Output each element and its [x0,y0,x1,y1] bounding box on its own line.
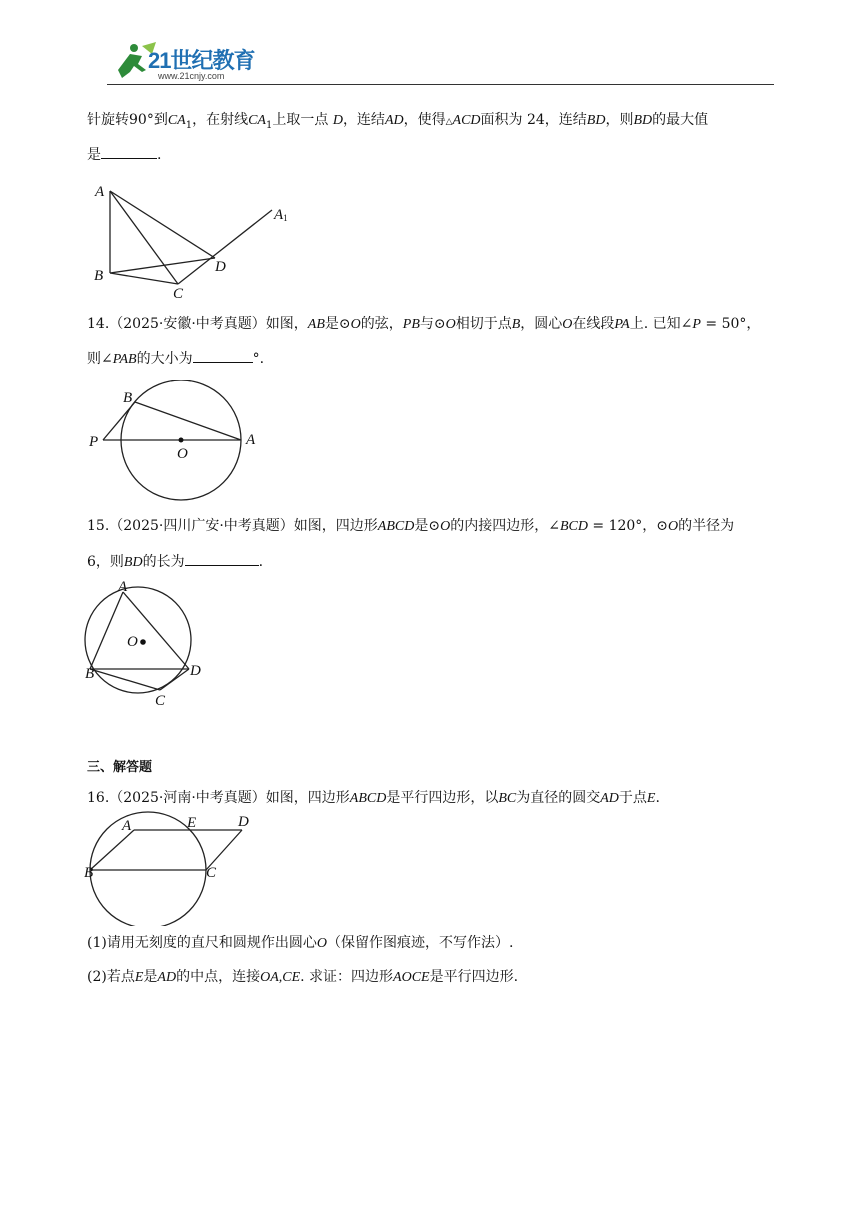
q16-line1: 16.（2025·河南·中考真题）如图，四边形ABCD是平行四边形，以BC为直径的圆交AD于点E. [87,790,660,806]
logo-sub-text: www.21cnjy.com [158,71,225,81]
label-e: E [187,815,197,831]
q16-figure [82,808,262,926]
q15-figure [82,578,212,710]
label-a1: A1 [274,207,288,223]
label-a: A [122,818,132,834]
segment-cd [160,669,189,690]
label-b: B [123,390,133,406]
segment-cd [206,830,242,870]
label-c: C [173,286,184,302]
label-a: A [246,432,256,448]
center-dot [179,438,184,443]
segment-ad [110,191,215,258]
label-o: O [127,634,138,650]
label-p: P [89,434,99,450]
q15-line1: 15.（2025·四川广安·中考真题）如图，四边形ABCD是⊙O的内接四边形，∠BCD = 120°，⊙O的半径为 [87,518,735,534]
label-c: C [206,865,217,881]
q16-part2: (2)若点E是AD的中点，连接OA,CE. 求证：四边形AOCE是平行四边形. [87,969,519,985]
segment-bc [90,669,160,690]
label-o: O [177,446,188,462]
answer-blank[interactable] [185,551,259,566]
section-title: 三、解答题 [87,760,153,775]
q13-line1: 针旋转90°到$CA_1$，在射线$CA_1$上取一点 D，连结AD，使得△ACD面积为 24，连结BD，则BD的最大值 [87,112,709,131]
q16-part1: (1)请用无刻度的直尺和圆规作出圆心O（保留作图痕迹，不写作法）. [87,935,514,951]
segment-bc [110,273,178,284]
q15-line2: 6，则BD的长为 . [87,551,263,573]
q14-figure [85,380,265,506]
q13-figure [85,176,305,302]
q14-line2: 则∠PAB的大小为 °. [87,348,264,370]
label-c: C [155,693,166,709]
segment-ab [90,830,134,870]
q13-line2: 是 . [87,144,161,165]
label-d: D [190,663,201,679]
header-rule [107,84,774,85]
label-b: B [85,666,95,682]
q14-line1: 14.（2025·安徽·中考真题）如图，AB是⊙O的弦，PB与⊙O相切于点B，圆心O在线段PA上. 已知∠P = 50°， [87,316,761,332]
circle-o [85,587,191,693]
label-a: A [95,184,105,200]
center-dot [140,639,146,645]
label-d: D [215,259,226,275]
segment-ad [123,592,189,669]
label-b: B [84,865,94,881]
segment-pb [103,402,135,440]
segment-bd [110,258,215,273]
answer-blank[interactable] [101,144,157,159]
label-b: B [94,268,104,284]
segment-ab [90,592,123,669]
answer-blank[interactable] [193,348,253,363]
segment-ac [110,191,178,284]
label-d: D [238,814,249,830]
label-a: A [118,579,128,595]
logo-main-text: 21世纪教育 [148,48,255,73]
segment-ab [135,402,241,440]
